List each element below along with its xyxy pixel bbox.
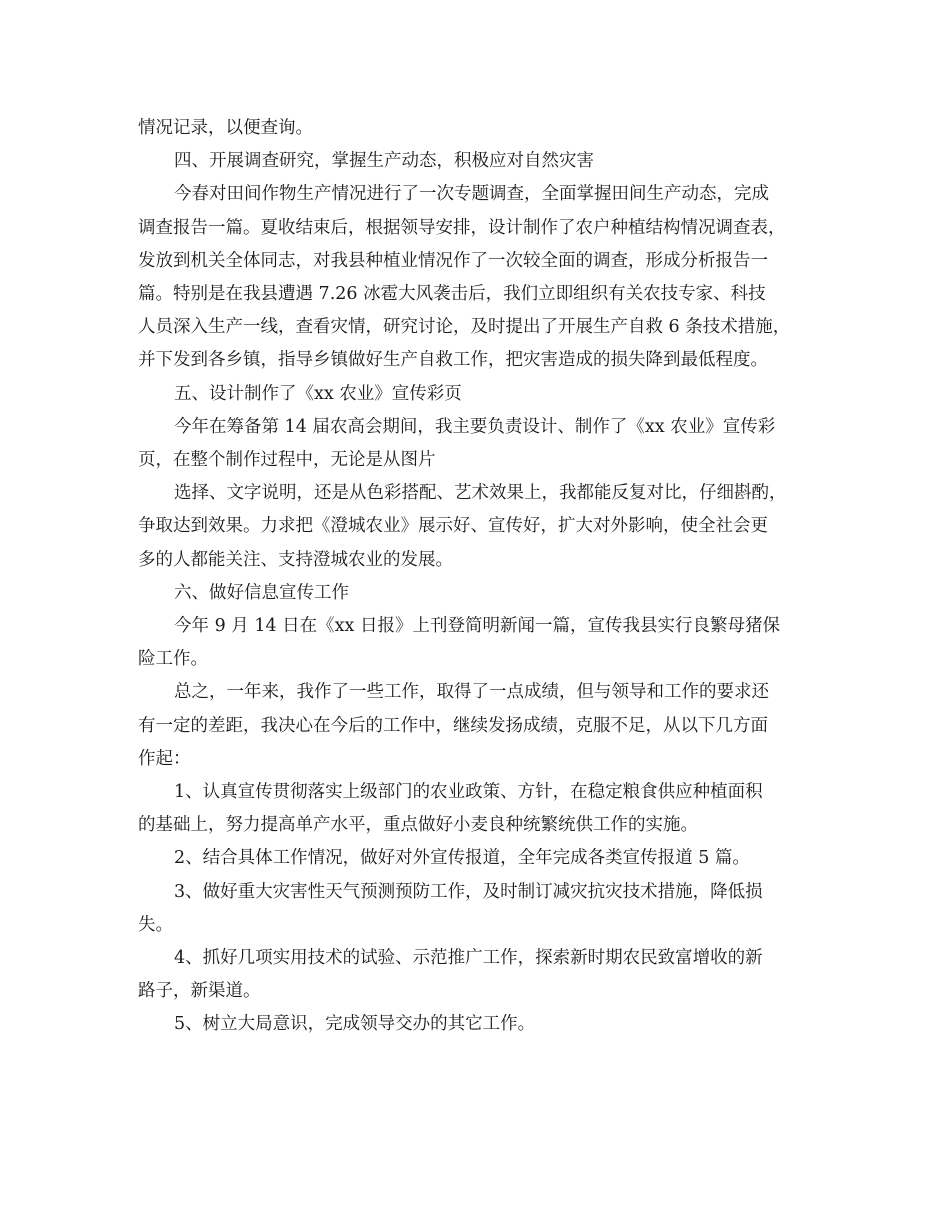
text-line: 发放到机关全体同志，对我县种植业情况作了一次较全面的调查，形成分析报告一 bbox=[138, 250, 768, 271]
text-line: 五、设计制作了《xx 农业》宣传彩页 bbox=[174, 383, 462, 404]
text-line: 3、做好重大灾害性天气预测预防工作，及时制订减灾抗灾技术措施，降低损 bbox=[174, 881, 763, 902]
text-line: 六、做好信息宣传工作 bbox=[174, 582, 349, 603]
document-body bbox=[138, 112, 818, 1042]
text-line: 有一定的差距，我决心在今后的工作中，继续发扬成绩，克服不足，从以下几方面 bbox=[138, 715, 768, 736]
text-line: 四、开展调查研究，掌握生产动态，积极应对自然灾害 bbox=[174, 151, 594, 172]
text-line: 5、树立大局意识，完成领导交办的其它工作。 bbox=[174, 1014, 536, 1035]
text-line: 的基础上，努力提高单产水平，重点做好小麦良种统繁统供工作的实施。 bbox=[138, 815, 698, 836]
text-line: 总之，一年来，我作了一些工作，取得了一点成绩，但与领导和工作的要求还 bbox=[174, 682, 769, 703]
text-line: 险工作。 bbox=[138, 649, 208, 670]
text-line: 争取达到效果。力求把《澄城农业》展示好、宣传好，扩大对外影响，使全社会更 bbox=[138, 516, 768, 537]
text-line: 今春对田间作物生产情况进行了一次专题调查，全面掌握田间生产动态，完成 bbox=[174, 184, 769, 205]
text-line: 路子，新渠道。 bbox=[138, 981, 261, 1002]
text-line: 篇。特别是在我县遭遇 7.26 冰雹大风袭击后，我们立即组织有关农技专家、科技 bbox=[138, 284, 766, 305]
text-line: 作起： bbox=[138, 748, 191, 769]
text-line: 多的人都能关注、支持澄城农业的发展。 bbox=[138, 549, 453, 570]
text-line: 2、结合具体工作情况，做好对外宣传报道，全年完成各类宣传报道 5 篇。 bbox=[174, 848, 750, 869]
text-line: 情况记录，以便查询。 bbox=[138, 118, 313, 138]
text-line: 调查报告一篇。夏收结束后，根据领导安排，设计制作了农户种植结构情况调查表， bbox=[138, 217, 786, 238]
text-line: 选择、文字说明，还是从色彩搭配、艺术效果上，我都能反复对比，仔细斟酌， bbox=[174, 483, 787, 504]
text-line: 人员深入生产一线，查看灾情，研究讨论，及时提出了开展生产自救 6 条技术措施， bbox=[138, 317, 791, 338]
text-line: 今年在筹备第 14 届农高会期间，我主要负责设计、制作了《xx 农业》宣传彩 bbox=[174, 416, 776, 437]
text-line: 并下发到各乡镇，指导乡镇做好生产自救工作，把灾害造成的损失降到最低程度。 bbox=[138, 350, 768, 371]
text-line: 4、抓好几项实用技术的试验、示范推广工作，探索新时期农民致富增收的新 bbox=[174, 948, 763, 969]
text-line: 今年 9 月 14 日在《xx 日报》上刊登简明新闻一篇，宣传我县实行良繁母猪保 bbox=[174, 616, 780, 637]
text-line: 失。 bbox=[138, 914, 173, 935]
text-line: 页，在整个制作过程中，无论是从图片 bbox=[138, 450, 436, 471]
text-line: 1、认真宣传贯彻落实上级部门的农业政策、方针，在稳定粮食供应种植面积 bbox=[174, 782, 763, 803]
